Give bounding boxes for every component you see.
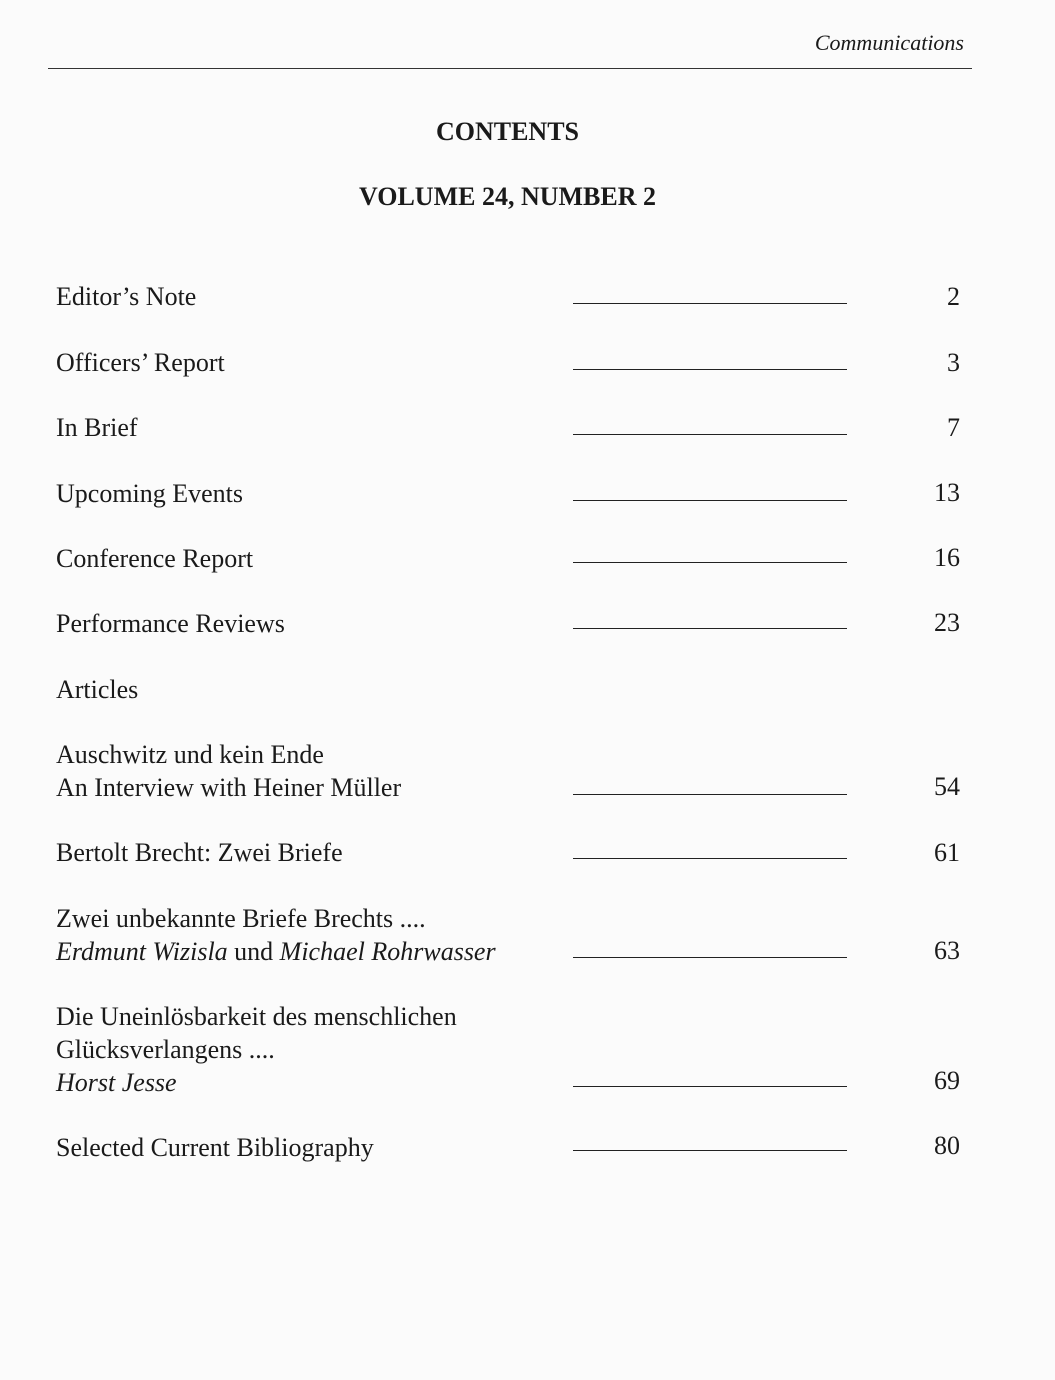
toc-entry-auschwitz	[56, 738, 401, 804]
page-number: 2	[947, 282, 960, 311]
leader-line	[573, 500, 847, 501]
leader-line	[573, 303, 847, 304]
author-name: Horst Jesse	[56, 1068, 177, 1097]
leader-line	[573, 1086, 847, 1087]
toc-entry-zwei-unbekannte-briefe	[56, 902, 496, 968]
volume-title: VOLUME 24, NUMBER 2	[358, 182, 657, 211]
entry-title: Upcoming Events	[56, 479, 244, 508]
toc-entry-bibliography	[56, 1131, 374, 1164]
toc-entry-brecht-zwei-briefe	[56, 836, 343, 869]
leader-line	[573, 562, 847, 563]
entry-title: Bertolt Brecht: Zwei Briefe	[56, 838, 343, 867]
page-number: 7	[947, 413, 960, 442]
author-name: Michael Rohrwasser	[279, 937, 496, 966]
leader-line	[573, 434, 847, 435]
page-number: 63	[934, 936, 960, 965]
toc-entry-performance-reviews	[56, 607, 285, 640]
entry-title: Auschwitz und kein Ende	[56, 740, 324, 769]
running-head: Communications	[814, 30, 964, 55]
leader-line	[573, 628, 847, 629]
entry-title-line: Die Uneinlösbarkeit des menschlichen	[56, 1002, 457, 1031]
entry-title: Zwei unbekannte Briefe Brechts ....	[56, 904, 426, 933]
leader-line	[573, 858, 847, 859]
entry-subtitle: An Interview with Heiner Müller	[56, 773, 402, 802]
entry-title: Articles	[56, 675, 139, 704]
contents-title: CONTENTS	[435, 117, 580, 146]
page-number: 3	[947, 348, 960, 377]
page-number: 23	[934, 608, 960, 637]
page-number: 13	[934, 478, 960, 507]
page-number: 54	[934, 772, 960, 801]
page-number: 69	[934, 1066, 960, 1095]
page-number: 16	[934, 543, 960, 572]
toc-entry-editors-note	[56, 280, 196, 313]
toc-entry-uneinloesbarkeit	[56, 1000, 457, 1099]
section-heading-articles	[56, 673, 138, 706]
header-rule	[48, 68, 972, 69]
page-number: 80	[934, 1131, 960, 1160]
entry-title-line: Glücksverlangens ....	[56, 1035, 275, 1064]
leader-line	[573, 369, 847, 370]
entry-title: Selected Current Bibliography	[56, 1133, 374, 1162]
toc-entry-officers-report	[56, 346, 225, 379]
toc-entry-in-brief	[56, 411, 138, 444]
leader-line	[573, 794, 847, 795]
author-name: Erdmunt Wizisla	[56, 937, 228, 966]
page-number: 61	[934, 838, 960, 867]
leader-line	[573, 957, 847, 958]
leader-line	[573, 1150, 847, 1151]
conjunction: und	[234, 937, 274, 966]
entry-title: Performance Reviews	[56, 609, 285, 638]
entry-title: Editor’s Note	[56, 282, 197, 311]
toc-entry-conference-report	[56, 542, 253, 575]
entry-title: Officers’ Report	[56, 348, 225, 377]
entry-title: Conference Report	[56, 544, 254, 573]
toc-entry-upcoming-events	[56, 477, 243, 510]
entry-title: In Brief	[56, 413, 138, 442]
entry-authors	[56, 935, 496, 968]
